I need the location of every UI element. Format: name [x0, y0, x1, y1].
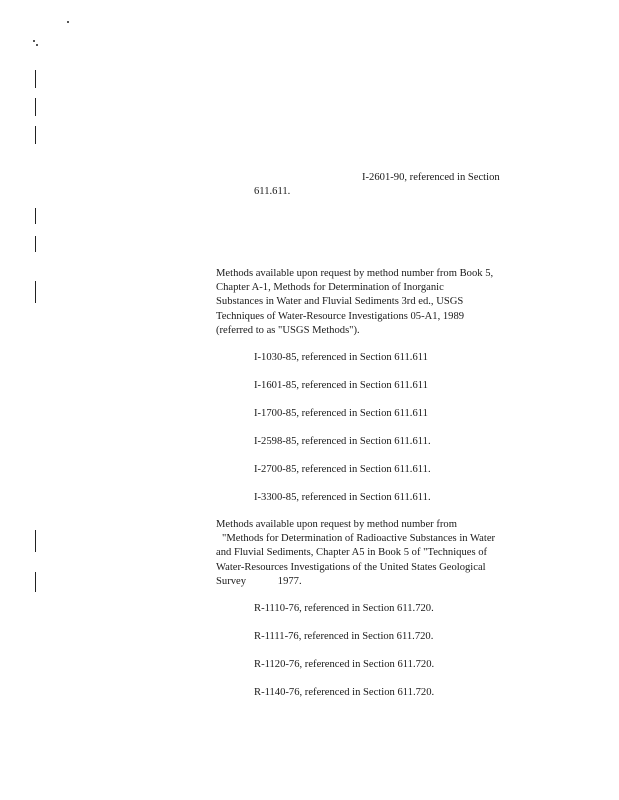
change-bar — [35, 530, 36, 552]
change-bar — [35, 236, 36, 252]
radio-intro-line: and Fluvial Sediments, Chapter A5 in Book 5 of "Techniques of — [216, 547, 488, 559]
radio-method-item: R-1111-76, referenced in Section 611.720. — [254, 631, 434, 642]
usgs-method-item: I-2598-85, referenced in Section 611.611. — [254, 436, 431, 447]
usgs-method-item: I-3300-85, referenced in Section 611.611. — [254, 492, 431, 503]
usgs-intro-line: Methods available upon request by method number from Book 5, — [216, 268, 494, 279]
continuation-line-2: 611.611. — [254, 186, 291, 197]
change-bar — [35, 126, 36, 144]
radio-intro-line: Water-Resources Investigations of the United States Geological — [216, 561, 486, 573]
change-bar — [35, 572, 36, 592]
radio-intro-line: Survey 1977. — [216, 575, 302, 587]
usgs-intro-line: (referred to as "USGS Methods"). — [216, 324, 360, 336]
usgs-method-item: I-1601-85, referenced in Section 611.611 — [254, 380, 428, 391]
radio-method-item: R-1110-76, referenced in Section 611.720. — [254, 603, 434, 614]
change-bar — [35, 98, 36, 116]
usgs-method-item: I-1700-85, referenced in Section 611.611 — [254, 408, 428, 419]
usgs-intro-paragraph — [216, 267, 493, 338]
usgs-method-item: I-2700-85, referenced in Section 611.611. — [254, 464, 431, 475]
scan-speck — [33, 40, 35, 42]
usgs-intro-line: Techniques of Water-Resource Investigations 05-A1, 1989 — [216, 310, 465, 322]
usgs-intro-line: Substances in Water and Fluvial Sediments 3rd ed., USGS — [216, 296, 464, 308]
continuation-line-1: I-2601-90, referenced in Section — [362, 172, 500, 183]
radio-intro-line: "Methods for Determination of Radioactive Substances in Water — [222, 533, 496, 545]
usgs-method-item: I-1030-85, referenced in Section 611.611 — [254, 352, 428, 363]
radio-method-item: R-1120-76, referenced in Section 611.720. — [254, 659, 435, 670]
change-bar — [35, 208, 36, 224]
change-bar — [35, 70, 36, 88]
scan-speck — [36, 44, 38, 46]
change-bar — [35, 281, 36, 303]
usgs-intro-line: Chapter A-1, Methods for Determination of Inorganic — [216, 282, 444, 294]
radio-intro-line: Methods available upon request by method number from — [216, 519, 457, 530]
radio-intro-paragraph — [216, 518, 495, 589]
radio-method-item: R-1140-76, referenced in Section 611.720. — [254, 687, 435, 698]
scan-speck — [67, 21, 69, 23]
